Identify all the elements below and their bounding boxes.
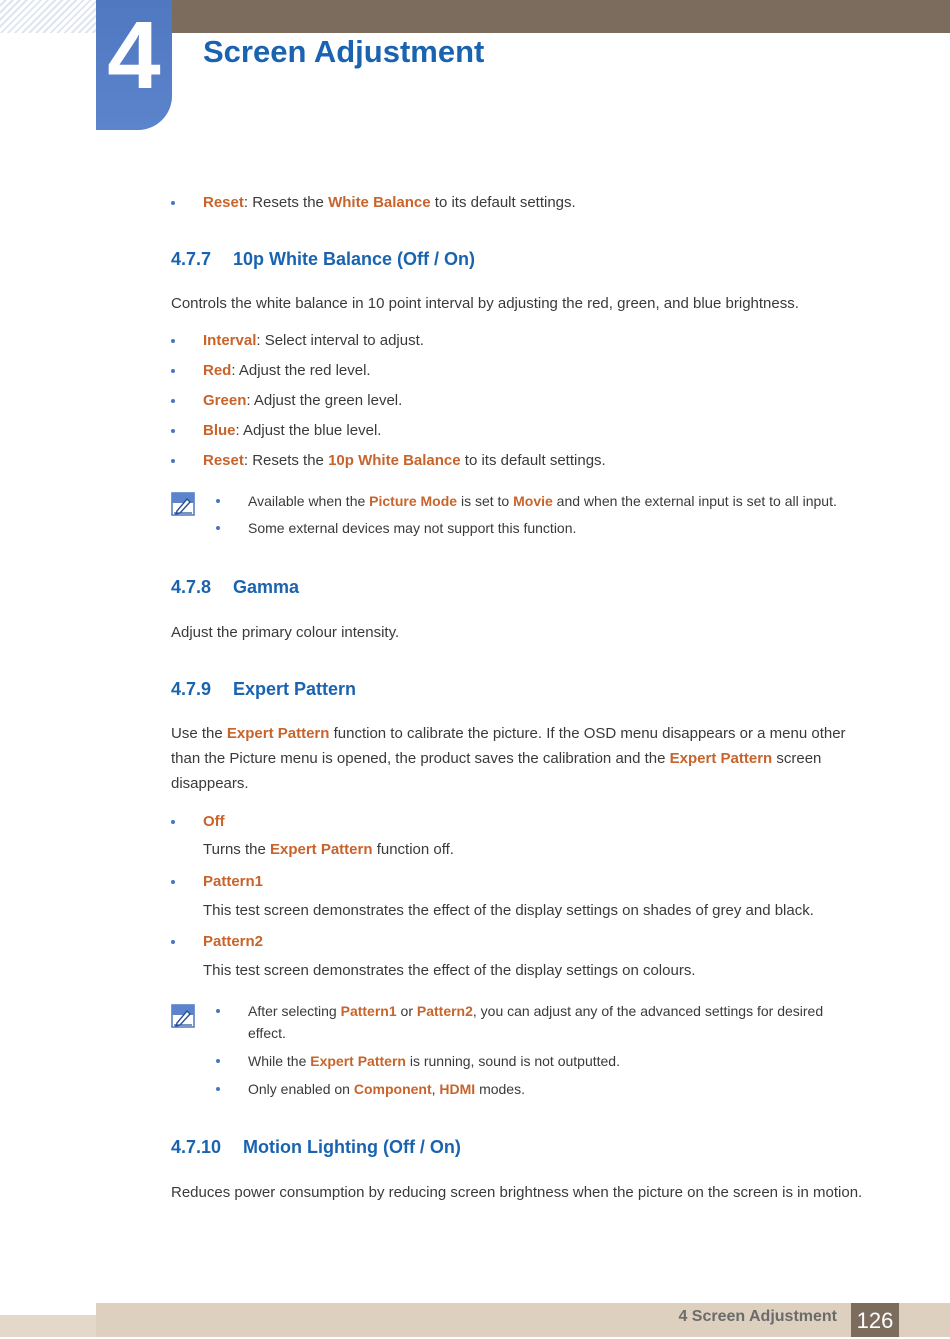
- header-bar: [172, 0, 950, 33]
- chapter-title: Screen Adjustment: [203, 34, 485, 69]
- page-number: 126: [851, 1303, 899, 1337]
- list-item: [171, 872, 263, 892]
- list-item: [171, 193, 576, 213]
- list-item: [171, 331, 424, 351]
- note-item: [216, 490, 856, 512]
- item-text: Turns the: [203, 841, 270, 858]
- note-pencil-icon: [171, 492, 195, 516]
- section-number: 4.7.7: [171, 249, 212, 269]
- note-text: is set to: [457, 493, 514, 509]
- section-text: Reduces power consumption by reducing screen brightness when the picture on the screen is in motion.: [171, 1184, 863, 1201]
- menu-term: Component: [353, 1081, 432, 1097]
- item-text: : Resets the: [243, 452, 329, 469]
- menu-term: Pattern2: [416, 1003, 473, 1019]
- note-item: [216, 1000, 856, 1044]
- para-text: Use the: [171, 725, 227, 742]
- note-text: , you can adjust any of the advanced settings for desired effect.: [248, 1003, 824, 1041]
- note-item: [216, 1050, 856, 1072]
- chapter-number: 4: [107, 2, 161, 109]
- menu-term: Expert Pattern: [269, 841, 373, 858]
- item-text: : Adjust the green level.: [246, 392, 403, 409]
- note-text: modes.: [475, 1081, 525, 1097]
- list-item: [171, 932, 263, 952]
- note-item: [216, 517, 856, 539]
- menu-term: Expert Pattern: [226, 725, 330, 742]
- note-text: Some external devices may not support this function.: [248, 520, 577, 536]
- section-number: 4.7.8: [171, 577, 212, 597]
- menu-term: 10p White Balance: [328, 452, 461, 469]
- note-text: While the: [248, 1053, 311, 1069]
- section-intro: [171, 721, 876, 796]
- footer-chapter-label: 4 Screen Adjustment: [678, 1308, 837, 1325]
- note-text: Only enabled on: [248, 1081, 354, 1097]
- list-item: [171, 451, 606, 471]
- item-description: [203, 840, 454, 860]
- item-text: : Resets the: [243, 194, 329, 211]
- item-text: to its default settings.: [430, 194, 576, 211]
- header-hatch: [0, 0, 96, 33]
- note-pencil-icon: [171, 1004, 195, 1028]
- item-text: : Adjust the red level.: [231, 362, 371, 379]
- section-title: Motion Lighting (Off / On): [243, 1137, 461, 1157]
- menu-term: Blue: [203, 422, 236, 439]
- list-item: [171, 812, 225, 832]
- list-item: [171, 421, 381, 441]
- section-title: 10p White Balance (Off / On): [233, 249, 476, 269]
- footer-left-strip: [0, 1315, 96, 1337]
- para-text: function to calibrate the picture. If the OSD menu disappears or a menu other than the Picture menu is opened, the product saves the calibration and the: [171, 725, 846, 767]
- menu-term: HDMI: [439, 1081, 476, 1097]
- section-heading-4-7-10: [171, 1137, 461, 1158]
- item-text: to its default settings.: [460, 452, 606, 469]
- section-heading-4-7-8: [171, 577, 299, 598]
- item-text: : Adjust the blue level.: [235, 422, 382, 439]
- menu-term: White Balance: [328, 194, 431, 211]
- menu-term: Picture Mode: [369, 493, 458, 509]
- menu-term: Red: [203, 362, 232, 379]
- section-title: Expert Pattern: [233, 679, 357, 699]
- note-text: and when the external input is set to all input.: [552, 493, 837, 509]
- section-number: 4.7.9: [171, 679, 212, 699]
- item-text: : Select interval to adjust.: [256, 332, 424, 349]
- section-heading-4-7-7: [171, 249, 475, 270]
- para-text: screen disappears.: [171, 750, 822, 792]
- list-item: [171, 361, 371, 381]
- chapter-number-badge: [96, 0, 172, 130]
- menu-term: Movie: [513, 493, 553, 509]
- menu-term: Pattern1: [203, 873, 264, 890]
- note-item: [216, 1078, 856, 1100]
- menu-term: Expert Pattern: [669, 750, 773, 767]
- list-item: [171, 391, 402, 411]
- menu-term: Reset: [203, 452, 244, 469]
- section-intro: Controls the white balance in 10 point interval by adjusting the red, green, and blue brightness.: [171, 295, 799, 312]
- menu-term: Interval: [203, 332, 257, 349]
- item-description: This test screen demonstrates the effect of the display settings on colours.: [203, 962, 696, 979]
- section-number: 4.7.10: [171, 1137, 222, 1157]
- note-text: is running, sound is not outputted.: [405, 1053, 620, 1069]
- menu-term: Pattern1: [340, 1003, 397, 1019]
- section-title: Gamma: [233, 577, 300, 597]
- item-text: function off.: [372, 841, 454, 858]
- note-text: or: [396, 1003, 417, 1019]
- section-heading-4-7-9: [171, 679, 356, 700]
- menu-term: Reset: [203, 194, 244, 211]
- menu-term: Expert Pattern: [310, 1053, 406, 1069]
- menu-term: Pattern2: [203, 933, 264, 950]
- section-text: Adjust the primary colour intensity.: [171, 624, 400, 641]
- menu-term: Green: [203, 392, 247, 409]
- menu-term: Off: [203, 813, 225, 830]
- note-text: Available when the: [248, 493, 370, 509]
- item-description: This test screen demonstrates the effect of the display settings on shades of grey and black.: [203, 902, 814, 919]
- note-text: ,: [431, 1081, 440, 1097]
- note-text: After selecting: [248, 1003, 341, 1019]
